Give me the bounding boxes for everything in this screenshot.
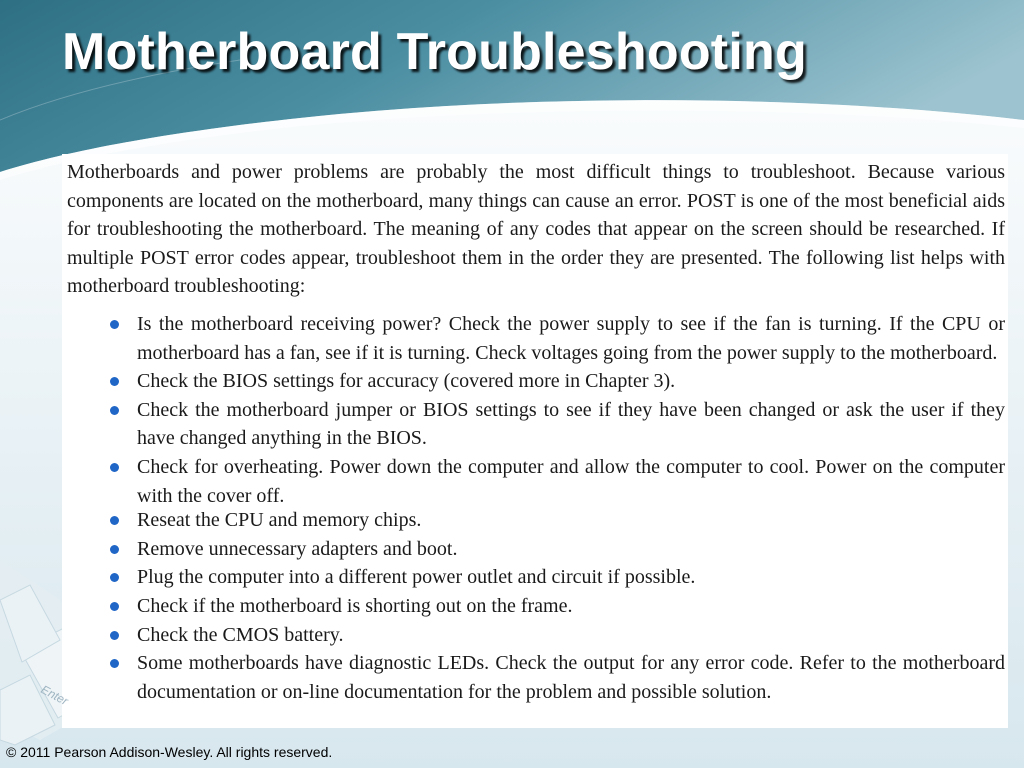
bullet-icon bbox=[110, 320, 119, 329]
bullet-icon bbox=[110, 516, 119, 525]
list-item-text: Check the CMOS battery. bbox=[137, 623, 344, 646]
list-item bbox=[107, 367, 1005, 396]
intro-paragraph: Motherboards and power problems are probably the most difficult things to troubleshoot. Because various components are located on the motherboard, many things can cause an error. POST is one of the most beneficial aids for troubleshooting the motherboard. The meaning of any codes that appear on the screen should be researched. If multiple POST error codes appear, troubleshoot them in the order they are presented. The following list helps with motherboard troubleshooting: bbox=[67, 161, 1005, 298]
list-item-text: Is the motherboard receiving power? Check the power supply to see if the fan is turning. If the CPU or motherboard has a fan, see if it is turning. Check voltages going from the power supply to the motherboard. bbox=[137, 313, 1005, 364]
list-item-text: Check if the motherboard is shorting out on the frame. bbox=[137, 594, 573, 617]
bullet-icon bbox=[110, 545, 119, 554]
content-panel bbox=[62, 154, 1008, 728]
list-item bbox=[107, 592, 1005, 621]
bullet-icon bbox=[110, 659, 119, 668]
bullet-list bbox=[107, 310, 1005, 706]
list-item-text: Some motherboards have diagnostic LEDs. Check the output for any error code. Refer to the motherboard documentation or on-line documentation for the problem and possible solution. bbox=[137, 652, 1005, 703]
list-item bbox=[107, 453, 1005, 510]
bullet-icon bbox=[110, 573, 119, 582]
list-item bbox=[107, 506, 1005, 535]
bullet-icon bbox=[110, 631, 119, 640]
list-item bbox=[107, 535, 1005, 564]
bullet-icon bbox=[110, 406, 119, 415]
list-item-text: Check the motherboard jumper or BIOS settings to see if they have been changed or ask the user if they have changed anything in the BIOS. bbox=[137, 398, 1005, 450]
bullet-icon bbox=[110, 602, 119, 611]
bullet-icon bbox=[110, 463, 119, 472]
list-item bbox=[107, 396, 1005, 453]
list-item bbox=[107, 563, 1005, 592]
bullet-icon bbox=[110, 377, 119, 386]
list-item-text: Reseat the CPU and memory chips. bbox=[137, 509, 422, 532]
enter-key-decoration bbox=[30, 662, 110, 712]
list-item-text: Check the BIOS settings for accuracy (covered more in Chapter 3). bbox=[137, 370, 676, 393]
list-item bbox=[107, 310, 1005, 367]
slide-title: Motherboard Troubleshooting bbox=[62, 23, 807, 81]
list-item bbox=[107, 621, 1005, 650]
list-item-text: Check for overheating. Power down the computer and allow the computer to cool. Power on the computer with the cover off. bbox=[137, 455, 1005, 507]
list-item-text: Plug the computer into a different power outlet and circuit if possible. bbox=[137, 566, 696, 589]
list-item-text: Remove unnecessary adapters and boot. bbox=[137, 537, 458, 560]
enter-key-label: Enter bbox=[38, 682, 71, 709]
list-item bbox=[107, 649, 1005, 706]
copyright-notice: © 2011 Pearson Addison-Wesley. All rights reserved. bbox=[6, 744, 333, 760]
